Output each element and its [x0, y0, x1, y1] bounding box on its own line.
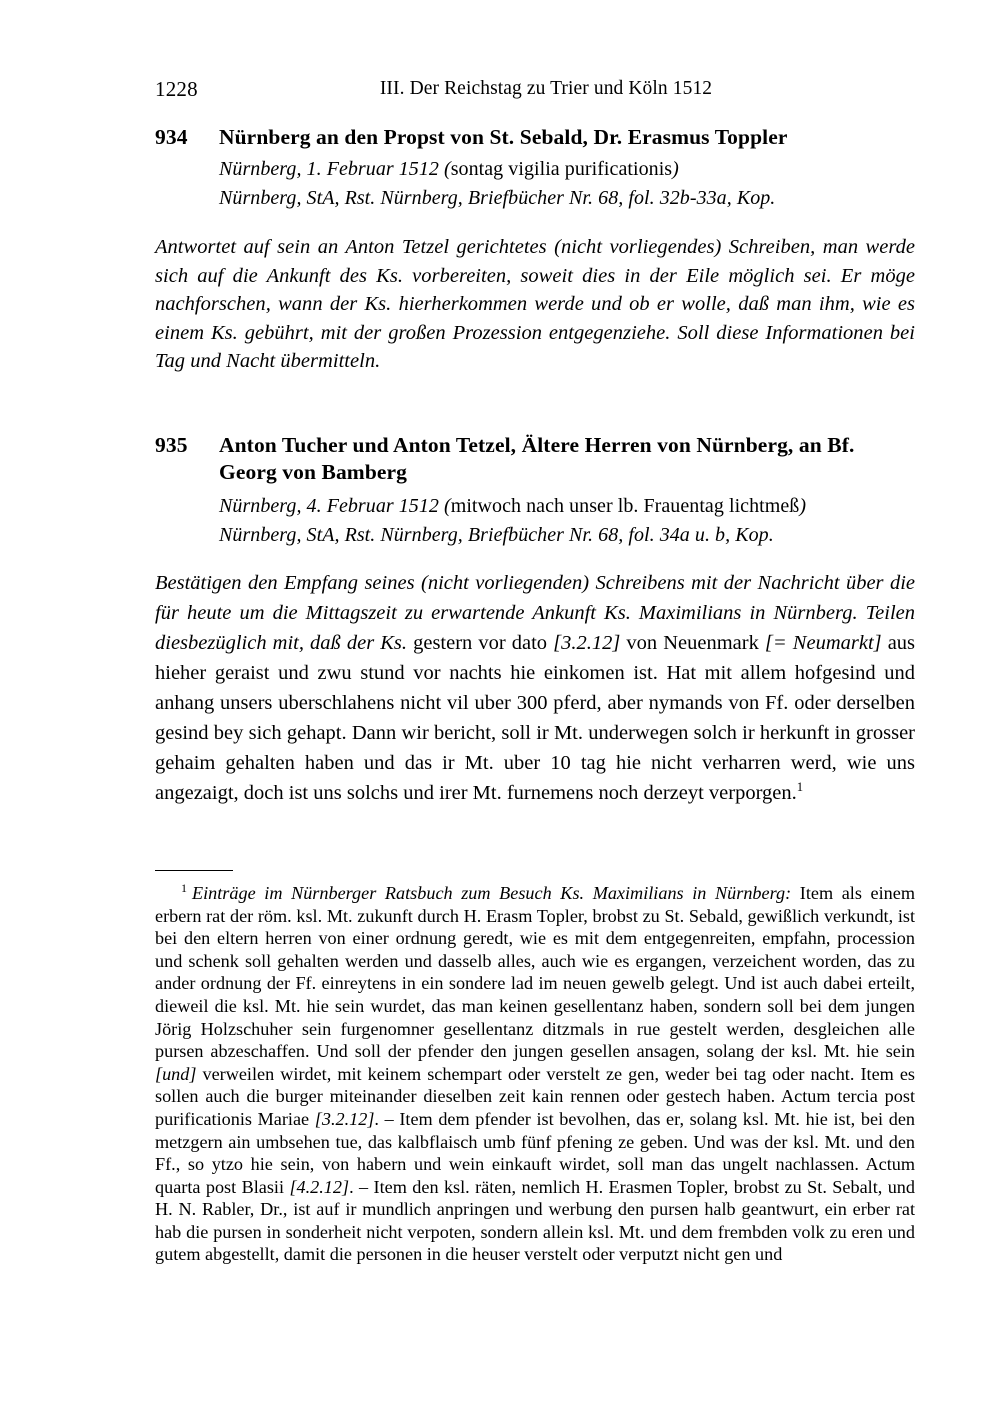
entry-935-number: 935 — [155, 432, 188, 457]
entry-934-dateline-latin: sontag vigilia purificationis — [450, 158, 673, 180]
footnote-1-date-bracket-1: [3.2.12] — [314, 1108, 375, 1129]
entry-935-dateline-close-paren: ) — [799, 494, 807, 517]
page-number: 1228 — [155, 77, 198, 101]
entry-935-body-text-1: gestern vor dato — [407, 631, 554, 654]
entry-935-dateline — [155, 492, 915, 521]
footnote-separator-rule — [155, 870, 233, 871]
entry-935-heading — [155, 432, 915, 486]
entry-935-body-text-2: von Neuenmark — [620, 631, 765, 654]
entry-934-title: Nürnberg an den Propst von St. Sebald, Dr. Erasmus Toppler — [219, 125, 788, 149]
entry-935 — [155, 432, 915, 808]
footnote-area — [155, 870, 915, 1266]
entry-934 — [155, 124, 915, 376]
entry-934-number: 934 — [155, 125, 188, 149]
footnote-1-marker: 1 — [181, 880, 187, 895]
footnote-reference-1[interactable]: 1 — [796, 780, 804, 795]
entry-935-body-regest: Bestätigen den Empfang seines (nicht vorliegenden) Schreibens mit der Nachricht über die für heute um die Mittagszeit zu erwartende Ankunft Ks. Maximilians in Nürnberg. Teilen diesbezüglich mit, daß der Ks. — [155, 571, 915, 654]
entry-935-body — [155, 568, 915, 808]
entry-934-dateline-close-paren: ) — [672, 158, 679, 180]
running-head — [155, 72, 915, 106]
footnote-1 — [155, 882, 915, 1266]
footnote-1-heading: Einträge im Nürnberger Ratsbuch zum Besuch Ks. Maximilians in Nürnberg: — [192, 882, 792, 903]
footnote-1-date-bracket-2: [4.2.12] — [289, 1176, 350, 1197]
entry-935-source: Nürnberg, StA, Rst. Nürnberg, Briefbücher Nr. 68, fol. 34a u. b, Kop. — [219, 523, 774, 546]
entry-934-source: Nürnberg, StA, Rst. Nürnberg, Briefbücher Nr. 68, fol. 32b-33a, Kop. — [219, 187, 776, 209]
footnote-1-text-2: verweilen wirdet, mit keinem schempart oder verstelt ze gen, weder bei tag oder nacht. Item es sollen auch die burger miteinander dieselben zeit kain rennen oder gestech haben. Actum tercia post purificationis Mariae — [155, 1063, 915, 1129]
footnote-1-text-4: . – Item den ksl. räten, nemlich H. Erasmen Topler, brobst zu St. Sebalt, und H. N. Rabler, Dr., ist auf ir mundlich anpringen und werbung den pursen halb geantwurt, ein erber rat hab die pursen in sonderheit nicht verpoten, sondern allein ksl. Mt. und dem frembden volk zu eren und gutem abgestellt, damit die personen in die heuser verstelt oder verputzt nicht gen und — [155, 1176, 915, 1265]
entry-935-body-text-3: aus hieher geraist und zwu stund vor nachts hie einkomen ist. Hat mit allem hofgesind und anhang unsers uberschlahens nicht vil uber 300 pferd, aber nymands von Ff. oder derselben gesind bey sich gehapt. Dann wir bericht, soll ir Mt. underwegen solch ir herkunft in grosser gehaim gehalten haben und das ir Mt. uber 10 tag hie nicht verharren werd, wie uns angezaigt, doch ist uns solchs und irer Mt. furnemens noch derzeyt verporgen. — [155, 631, 916, 804]
entry-934-heading — [155, 124, 915, 151]
entry-935-body-date-bracket-1: [3.2.12] — [553, 631, 621, 654]
footnote-1-bracket-1: [und] — [155, 1063, 197, 1084]
footnote-1-text-3: . – Item dem pfender ist bevolhen, das er, solang ksl. Mt. hie ist, bei den metzgern ain umbsehen tue, das kalbflaisch umb fünf pfening ze geben. Und was der ksl. Mt. und den Ff., so ytzo hie sein, von habern und wein einkauft wirdet, soll man das ungelt nachlassen. Actum quarta post Blasii — [155, 1108, 915, 1197]
entry-935-title: Anton Tucher und Anton Tetzel, Ältere Herren von Nürnberg, an Bf. Georg von Bamberg — [219, 432, 855, 484]
entry-934-dateline-place-date: Nürnberg, 1. Februar 1512 ( — [219, 158, 451, 180]
entry-935-dateline-latin: mitwoch nach unser lb. Frauentag lichtmeß — [450, 494, 800, 517]
entry-934-regest: Antwortet auf sein an Anton Tetzel gerichtetes (nicht vorliegendes) Schreiben, man werde sich auf die Ankunft des Ks. vorbereiten, soweit dies in der Eile möglich sei. Er möge nachforschen, wann der Ks. hierherkommen werde und ob er wolle, daß man ihm, wie es einem Ks. gebührt, mit der großen Prozession entgegenziehe. Soll diese Informationen bei Tag und Nacht übermitteln. — [155, 236, 915, 373]
entry-935-dateline-place-date: Nürnberg, 4. Februar 1512 ( — [219, 494, 451, 517]
page-content — [155, 0, 915, 1266]
running-head-title: III. Der Reichstag zu Trier und Köln 1512 — [379, 78, 713, 99]
entry-934-dateline — [155, 155, 915, 184]
entry-935-body-place-bracket: [= Neumarkt] — [764, 631, 882, 654]
footnote-1-text-1: Item als einem erbern rat der röm. ksl. Mt. zukunft durch H. Erasm Topler, brobst zu St. Sebald, gewißlich verkundt, ist bei den eltern herren von einer ordnung geredt, wie es mit dem entgegenreiten, empfahn, procession und schenk soll gehalten werden und dasselb alles, auch wie es ergangen, verzeichent worden, das zu ander ordnung der Ff. einreytens in ein sondere lad im neuen gewelb gelegt. Und ist auch dabei erteilt, dieweil die ksl. Mt. hie sein wurdet, das man keinen gesellentanz haben, sondern soll bei dem jungen Jörig Holzschuher sein furgenomner gesellentanz ditzmals in rue gestelt werden, desgleichen alle pursen abzeschaffen. Und soll der pfender den jungen gesellen ansagen, solang der ksl. Mt. hie sein — [155, 882, 915, 1062]
